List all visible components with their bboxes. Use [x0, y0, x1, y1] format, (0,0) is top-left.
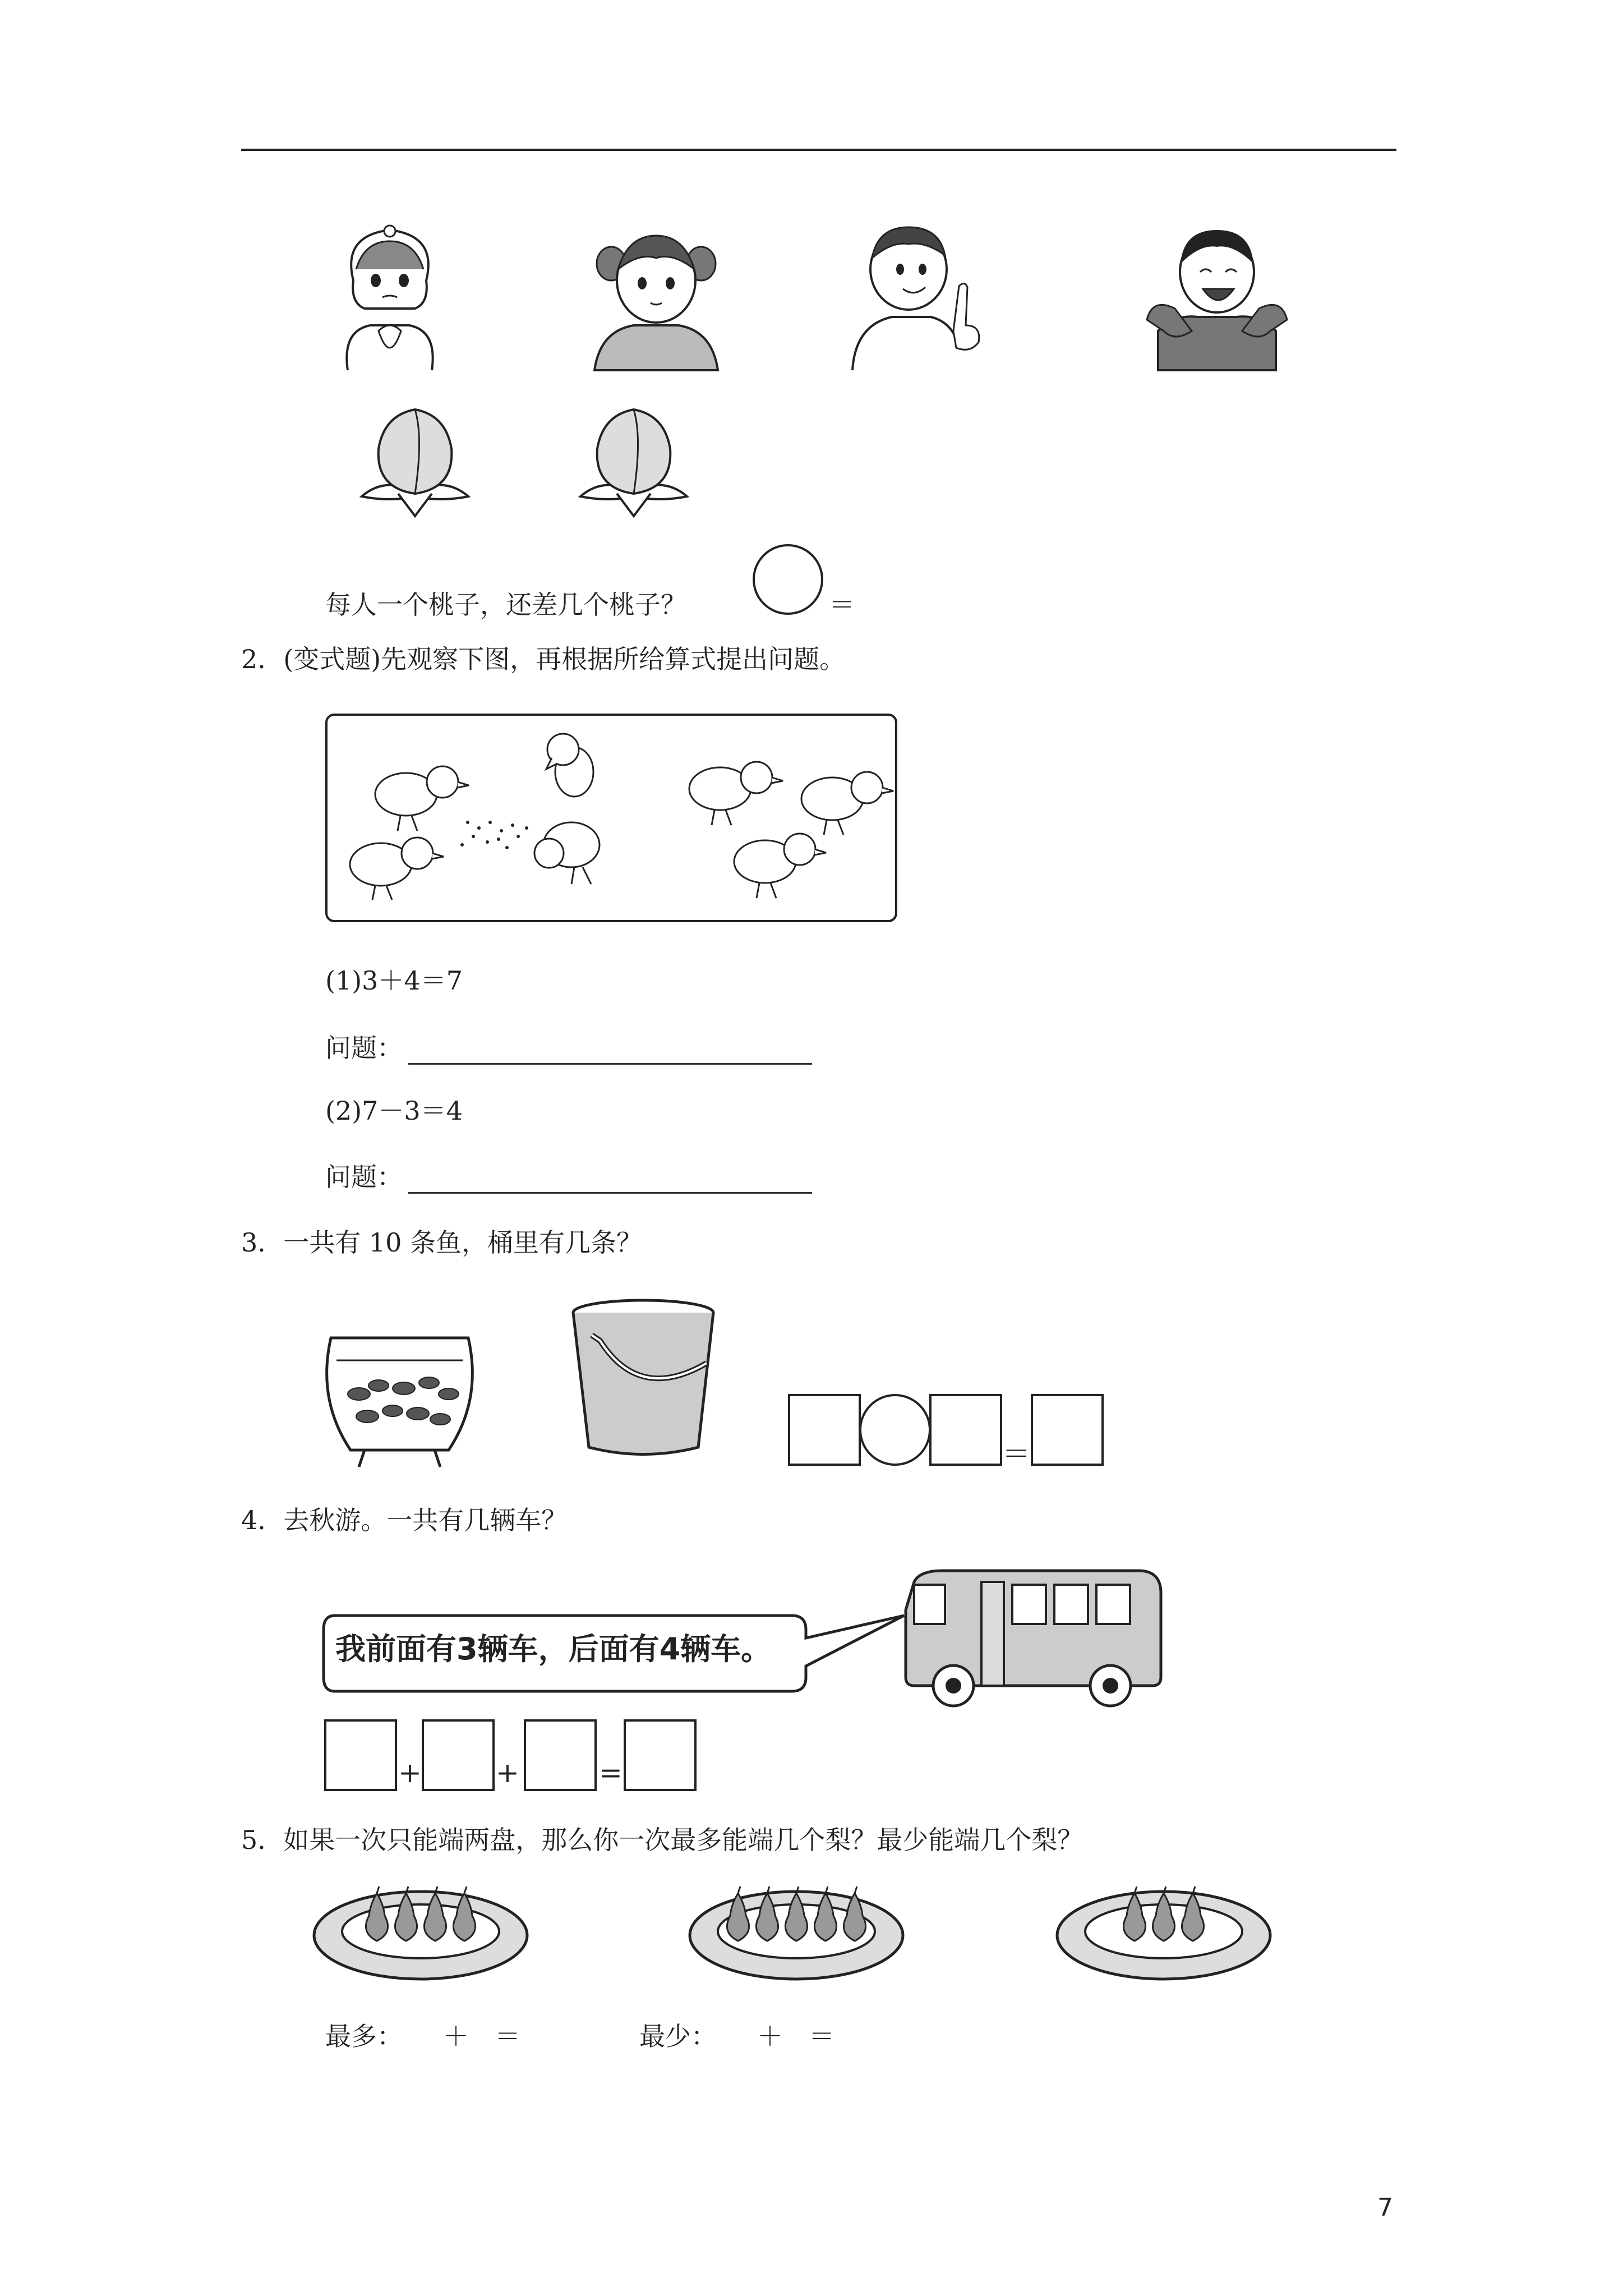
header-rule [241, 149, 1396, 151]
chicks-picture-frame [325, 714, 897, 922]
q2-answer-line-2[interactable] [408, 1167, 812, 1194]
q1-question: 每人一个桃子，还差几个桃子？ [325, 590, 686, 620]
page-number: 7 [1377, 2193, 1393, 2222]
q3-answer-box-1[interactable] [788, 1394, 861, 1466]
fishbowl-icon [320, 1327, 479, 1473]
pear-stem [464, 1887, 467, 1893]
pear-plates [314, 1871, 1279, 1989]
pear-plate [690, 1887, 903, 1979]
q5-title: 5．如果一次只能端两盘，那么你一次最多能端几个梨？最少能端几个梨？ [241, 1825, 1083, 1855]
q4-equals: = [599, 1756, 623, 1789]
q5-least-label: 最少： [639, 2021, 717, 2051]
q4-title: 4．去秋游。一共有几辆车？ [241, 1505, 568, 1535]
girl-worried-icon [331, 219, 449, 370]
bucket-icon [566, 1296, 721, 1458]
q2-title: 2．(变式题)先观察下图，再根据所给算式提出问题。 [241, 644, 846, 674]
q3-answer-box-2[interactable] [929, 1394, 1002, 1466]
q4-answer-box-4[interactable] [624, 1719, 697, 1791]
q2-question-label-1: 问题： [325, 1033, 403, 1063]
q2-question-2 [325, 1160, 812, 1194]
q4-plus-2: + [496, 1756, 519, 1789]
q5-most-label: 最多： [325, 2021, 403, 2051]
answer-circle[interactable] [753, 544, 823, 615]
q3-title: 3．一共有 10 条鱼，桶里有几条？ [241, 1227, 643, 1258]
boy-laughing-icon [1141, 219, 1293, 370]
pear-plate [314, 1887, 527, 1979]
pear-stem [738, 1887, 740, 1893]
pear-stem [377, 1887, 379, 1893]
q4-answer-box-1[interactable] [324, 1719, 397, 1791]
q3-operator-circle[interactable] [859, 1394, 931, 1466]
boy-pointing-icon [847, 213, 993, 370]
bus-icon [897, 1565, 1166, 1711]
pear-stem [855, 1887, 857, 1893]
q2-question-1 [325, 1031, 812, 1065]
girl-pigtails-icon [589, 219, 723, 370]
q1-equals: ＝ [829, 590, 855, 620]
q4-speech-text: 我前面有3辆车，后面有4辆车。 [335, 1631, 772, 1667]
q2-question-label-2: 问题： [325, 1162, 403, 1192]
q3-equals: ＝ [1002, 1438, 1030, 1470]
q2-equation-1: (1)3＋4＝7 [325, 965, 463, 996]
pear-plate [1057, 1887, 1270, 1979]
q2-equation-2: (2)7－3＝4 [325, 1096, 463, 1126]
q4-answer-box-3[interactable] [524, 1719, 597, 1791]
q3-answer-box-3[interactable] [1031, 1394, 1104, 1466]
q4-answer-box-2[interactable] [422, 1719, 495, 1791]
chicks-picture [328, 716, 895, 920]
q2-answer-line-1[interactable] [408, 1038, 812, 1065]
q4-plus-1: + [398, 1756, 422, 1789]
peach-icon [564, 404, 704, 522]
q5-least-expression[interactable]: ＋ ＝ [757, 2021, 834, 2051]
q5-most-expression[interactable]: ＋ ＝ [443, 2021, 520, 2051]
peach-icon [345, 404, 485, 522]
